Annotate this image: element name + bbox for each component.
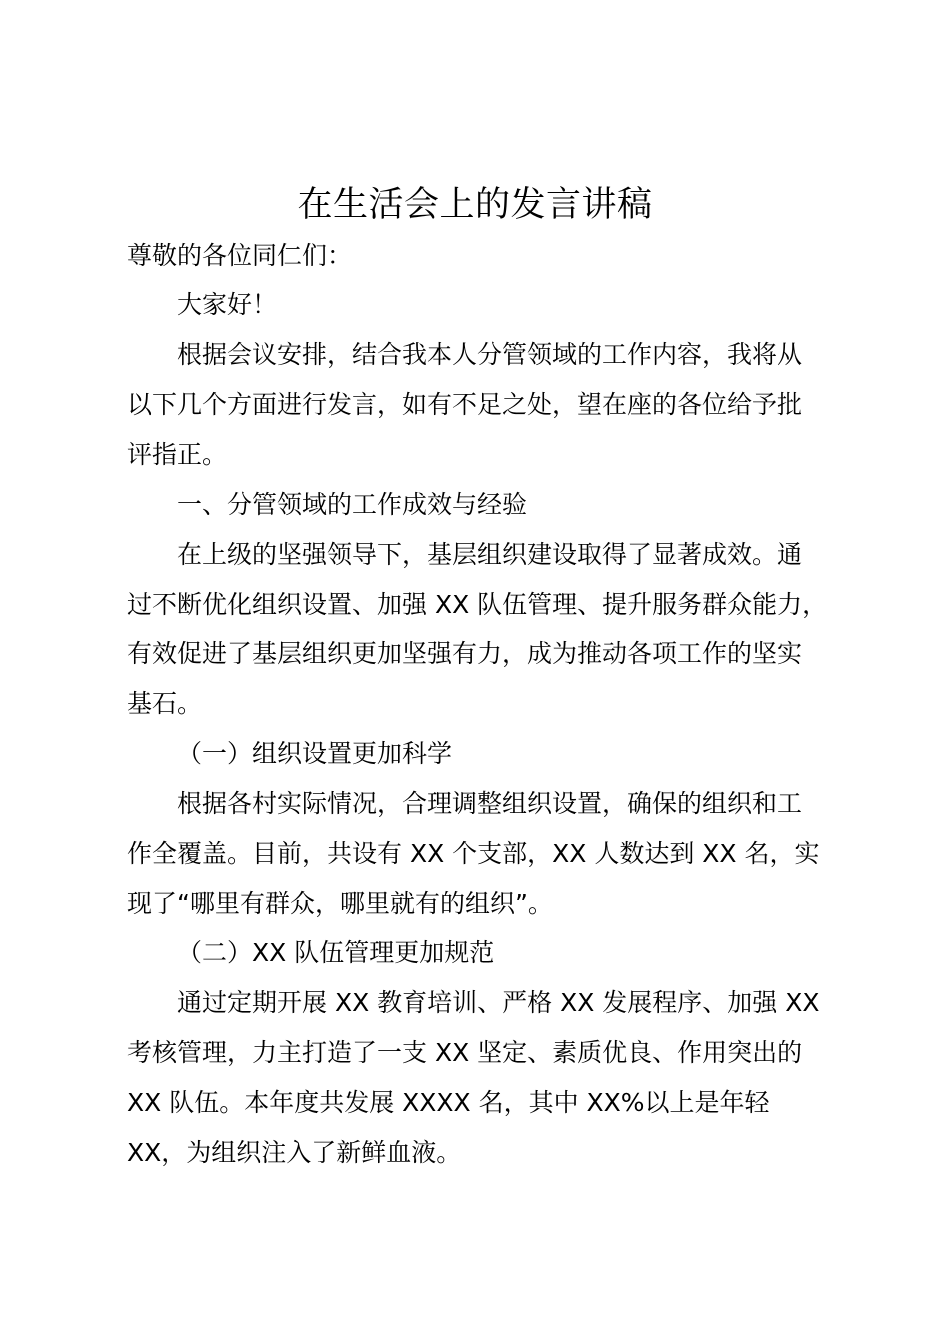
intro-line-3: 评指正。 [127,440,228,469]
section1-line-4: 基石。 [127,689,203,718]
intro-line-2: 以下几个方面进行发言，如有不足之处，望在座的各位给予批 [127,390,803,419]
section1-heading: 一、分管领域的工作成效与经验 [177,490,528,519]
sub1-line-2: 作全覆盖。目前，共设有 XX 个支部，XX 人数达到 XX 名，实 [127,839,820,868]
sub2-line-1: 通过定期开展 XX 教育培训、严格 XX 发展程序、加强 XX [177,988,820,1017]
sub2-heading: （二）XX 队伍管理更加规范 [177,938,495,967]
sub2-line-2: 考核管理，力主打造了一支 XX 坚定、素质优良、作用突出的 [127,1038,803,1067]
sub1-line-3: 现了“哪里有群众，哪里就有的组织”。 [127,889,553,918]
intro-line-1: 根据会议安排，结合我本人分管领域的工作内容，我将从 [177,340,803,369]
sub1-heading: （一）组织设置更加科学 [177,739,453,768]
section1-line-2: 过不断优化组织设置、加强 XX 队伍管理、提升服务群众能力， [127,590,828,619]
sub1-line-1: 根据各村实际情况，合理调整组织设置，确保的组织和工 [177,789,803,818]
section1-line-1: 在上级的坚强领导下，基层组织建设取得了显著成效。通 [177,540,803,569]
document-title: 在生活会上的发言讲稿 [297,185,653,225]
sub2-line-3: XX 队伍。本年度共发展 XXXX 名，其中 XX%以上是年轻 [127,1088,770,1117]
section1-line-3: 有效促进了基层组织更加坚强有力，成为推动各项工作的坚实 [127,639,803,668]
greeting: 大家好！ [177,290,278,319]
sub2-line-4: XX，为组织注入了新鲜血液。 [127,1138,462,1167]
salutation: 尊敬的各位同仁们： [127,241,353,270]
